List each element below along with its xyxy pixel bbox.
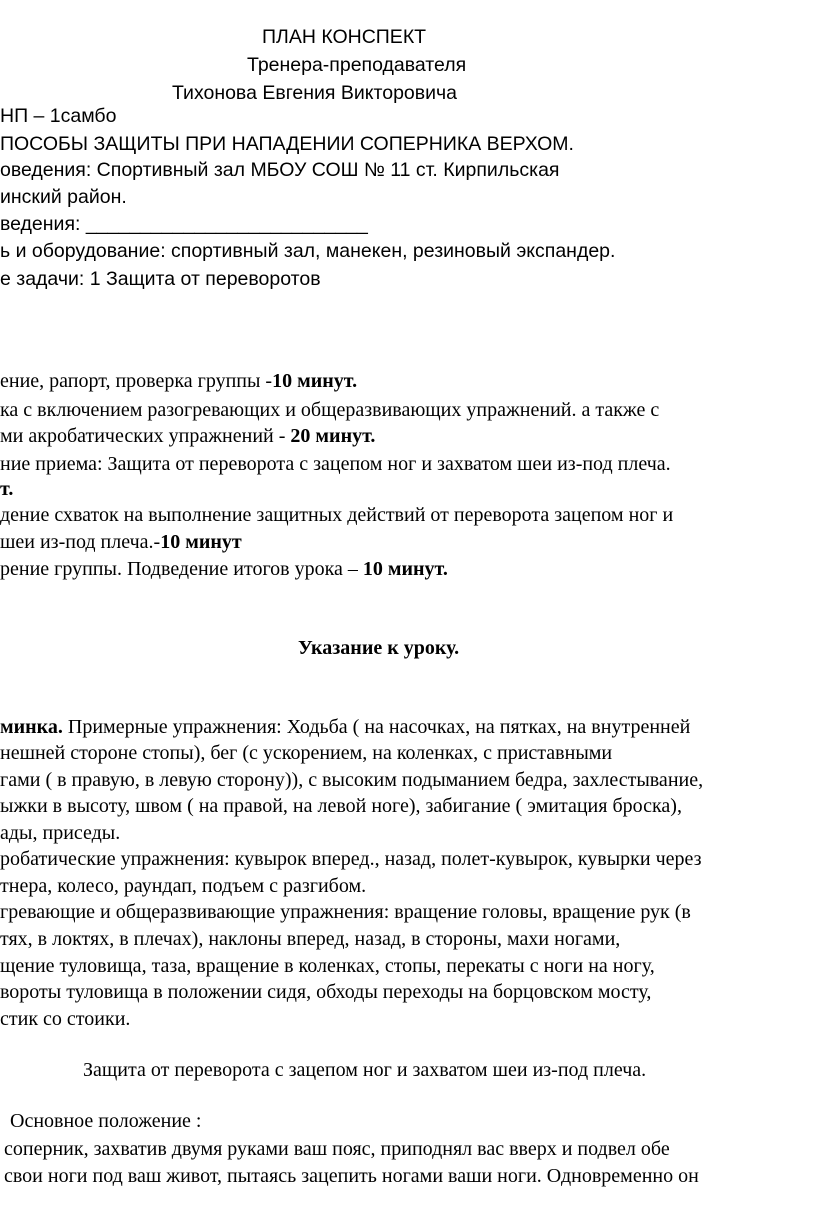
equipment-line: ь и оборудование: спортивный зал, манекен, резиновый экспандер.	[0, 240, 616, 262]
plan-line-text: шеи из-под плеча.-	[0, 531, 161, 553]
instructions-line-7: тнера, колесо, раундап, подъем с разгибом.	[0, 875, 367, 897]
instructions-line-9: тях, в локтях, в плечах), наклоны вперед, назад, в стороны, махи ногами,	[0, 928, 621, 950]
instructions-heading	[298, 635, 459, 661]
topic-line: ПОСОБЫ ЗАЩИТЫ ПРИ НАПАДЕНИИ СОПЕРНИКА ВЕРХОМ.	[0, 133, 574, 155]
technique-line-2: свои ноги под ваш живот, пытаясь зацепить ногами ваши ноги. Одновременно он	[4, 1165, 699, 1187]
instructions-line-11: вороты туловища в положении сидя, обходы переходы на борцовском мосту,	[0, 981, 652, 1003]
plan-line-1	[0, 368, 357, 394]
date-line: ведения: __________________________	[0, 213, 368, 235]
document-title: ПЛАН КОНСПЕКТ	[262, 26, 427, 48]
instructions-line-3: гами ( в правую, в левую сторону)), с высоким подыманием бедра, захлестывание,	[0, 769, 704, 791]
plan-line-text: ми акробатических упражнений -	[0, 425, 291, 447]
document-subtitle: Тренера-преподавателя	[247, 54, 467, 76]
plan-line-5	[0, 476, 13, 502]
trainer-name: Тихонова Евгения Викторовича	[172, 82, 458, 104]
place-line-2: инский район.	[0, 186, 127, 208]
plan-line-time: 10 минут	[160, 531, 242, 553]
instructions-line-5: ады, приседы.	[0, 822, 121, 844]
tasks-line: е задачи: 1 Защита от переворотов	[0, 268, 321, 290]
technique-line-1: соперник, захватив двумя руками ваш пояс, приподнял вас вверх и подвел обе	[4, 1138, 670, 1160]
place-line-1: оведения: Спортивный зал МБОУ СОШ № 11 ст. Кирпильская	[0, 159, 560, 181]
plan-line-7	[0, 529, 242, 555]
instructions-line-text: Примерные упражнения: Ходьба ( на насочках, на пятках, на внутренней	[62, 716, 691, 738]
technique-heading: Защита от переворота с зацепом ног и захватом шеи из-под плеча.	[83, 1059, 647, 1081]
instructions-line-10: щение туловища, таза, вращение в коленках, стопы, перекаты с ноги на ногу,	[0, 955, 655, 977]
plan-line-time: т.	[0, 478, 14, 500]
instructions-line-1	[0, 714, 690, 740]
plan-line-4: ние приема: Защита от переворота с зацепом ног и захватом шеи из-под плеча.	[0, 453, 671, 475]
plan-line-8	[0, 556, 448, 582]
plan-line-6: дение схваток на выполнение защитных действий от переворота зацепом ног и	[0, 504, 674, 526]
plan-line-3	[0, 423, 375, 449]
plan-line-time: 20 минут.	[290, 425, 376, 447]
instructions-line-6: робатические упражнения: кувырок вперед., назад, полет-кувырок, кувырки через	[0, 848, 702, 870]
instructions-line-2: нешней стороне стопы), бег (с ускорением, на коленках, с приставными	[0, 742, 613, 764]
plan-line-time: 10 минут.	[362, 558, 448, 580]
group-line: НП – 1самбо	[0, 105, 117, 127]
instructions-line-12: стик со стоики.	[0, 1008, 131, 1030]
plan-line-text: рение группы. Подведение итогов урока –	[0, 558, 363, 580]
plan-line-text: ение, рапорт, проверка группы -	[0, 370, 273, 392]
instructions-line-4: ыжки в высоту, швом ( на правой, на левой ноге), забигание ( эмитация броска),	[0, 795, 682, 817]
instructions-heading-text: Указание к уроку.	[298, 637, 460, 659]
plan-line-time: 10 минут.	[272, 370, 358, 392]
instructions-line-8: гревающие и общеразвивающие упражнения: вращение головы, вращение рук (в	[0, 901, 691, 923]
instructions-bold-term: минка.	[0, 716, 63, 738]
technique-position-label: Основное положение :	[10, 1110, 202, 1132]
plan-line-2: ка с включением разогревающих и общеразвивающих упражнений. а также с	[0, 399, 660, 421]
